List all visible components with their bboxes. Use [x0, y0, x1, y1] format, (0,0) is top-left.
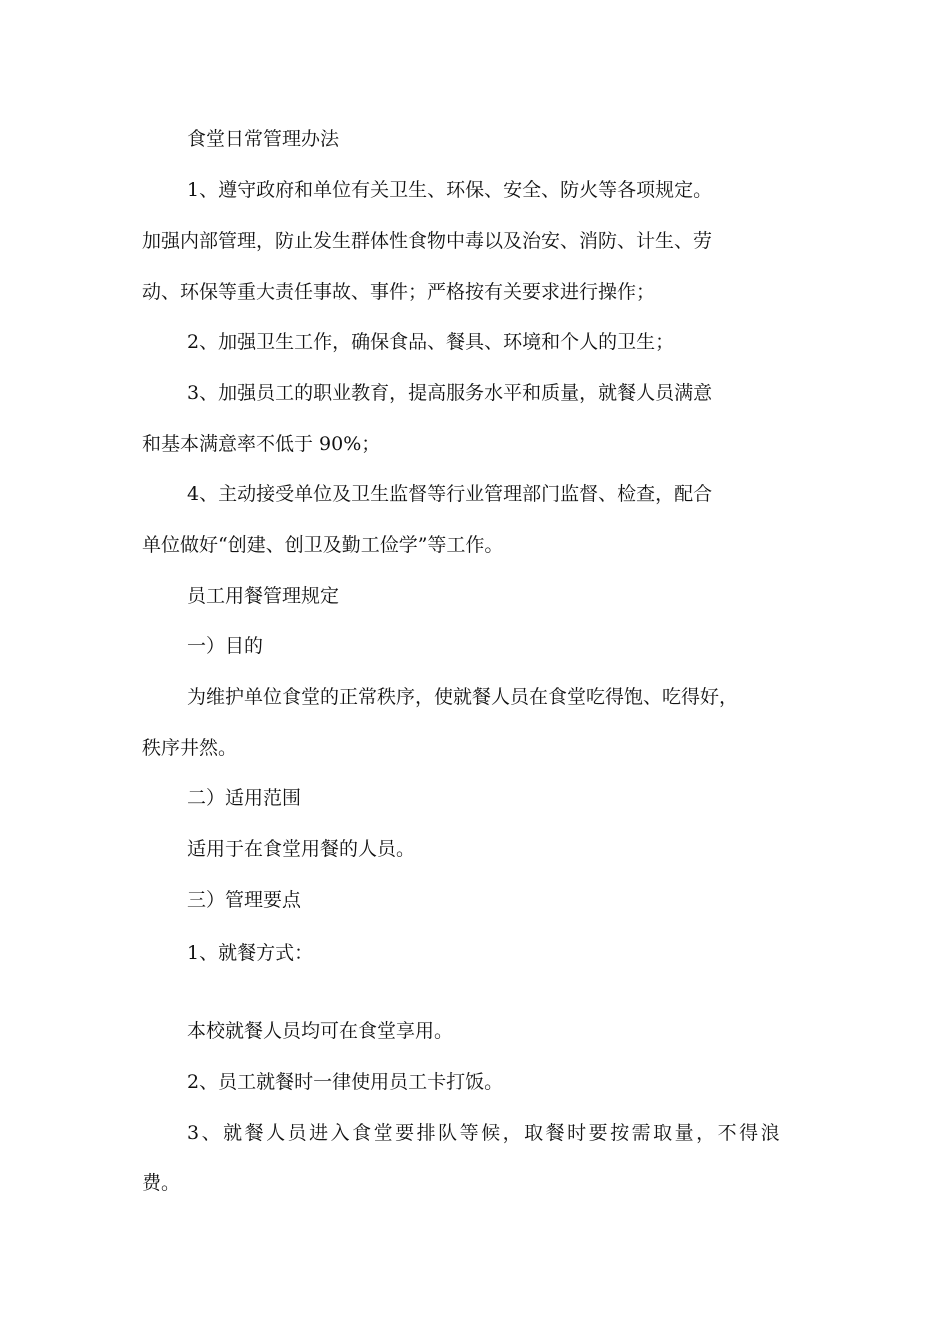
paragraph-line: 本校就餐人员均可在食堂享用。	[187, 1020, 454, 1042]
subsection-heading-purpose: 一）目的	[187, 635, 264, 657]
section-title-canteen-management: 食堂日常管理办法	[187, 128, 340, 150]
paragraph-line: 费。	[142, 1172, 181, 1194]
paragraph-line: 动、环保等重大责任事故、事件；严格按有关要求进行操作；	[142, 281, 656, 303]
paragraph-line: 3、加强员工的职业教育，提高服务水平和质量，就餐人员满意	[187, 382, 713, 404]
paragraph-line: 和基本满意率不低于 90%；	[142, 433, 381, 455]
subsection-heading-key-points: 三）管理要点	[187, 889, 302, 911]
paragraph-line: 秩序井然。	[142, 737, 238, 759]
paragraph-line: 适用于在食堂用餐的人员。	[187, 838, 416, 860]
paragraph-line: 2、加强卫生工作，确保食品、餐具、环境和个人的卫生；	[187, 331, 675, 353]
paragraph-line: 加强内部管理，防止发生群体性食物中毒以及治安、消防、计生、劳	[142, 230, 713, 252]
paragraph-line: 4、主动接受单位及卫生监督等行业管理部门监督、检查，配合	[187, 483, 713, 505]
paragraph-line: 单位做好“创建、创卫及勤工俭学”等工作。	[142, 534, 504, 556]
paragraph-line: 3、就餐人员进入食堂要排队等候，取餐时要按需取量，不得浪	[187, 1122, 783, 1144]
subsection-heading-scope: 二）适用范围	[187, 787, 302, 809]
paragraph-line: 1、就餐方式：	[187, 942, 314, 964]
section-title-staff-dining-rules: 员工用餐管理规定	[187, 585, 340, 607]
paragraph-line: 2、员工就餐时一律使用员工卡打饭。	[187, 1071, 504, 1093]
paragraph-line: 1、遵守政府和单位有关卫生、环保、安全、防火等各项规定。	[187, 179, 713, 201]
paragraph-line: 为维护单位食堂的正常秩序，使就餐人员在食堂吃得饱、吃得好，	[187, 686, 739, 708]
